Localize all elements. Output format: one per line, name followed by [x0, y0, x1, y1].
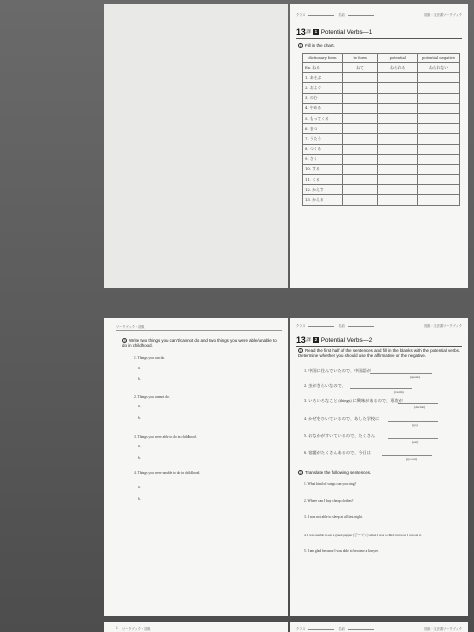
section-number: 1 — [314, 28, 318, 34]
negative-blank[interactable] — [418, 154, 460, 164]
item-label: 1. Things you can do. — [134, 356, 166, 360]
sentence-6: 6. 宿題がたくさんあるので、今日は — [304, 450, 371, 455]
worksheet-page-potential-verbs-2 — [290, 318, 468, 616]
answer-blank-5[interactable] — [388, 438, 438, 439]
negative-blank[interactable] — [418, 113, 460, 123]
verb-cell: 13. かえる — [303, 195, 343, 205]
chart-row — [303, 134, 460, 144]
header-rule — [116, 330, 282, 331]
workbook-label: 初級・文法書ワークブック — [423, 627, 462, 631]
negative-blank[interactable] — [418, 185, 460, 195]
lesson-number: 13 — [296, 335, 306, 345]
potential-blank[interactable] — [378, 175, 418, 185]
sentence-3: 3. いろいろなこと (things) に興味があるので、専攻が — [304, 398, 403, 403]
class-blank — [308, 324, 334, 327]
sentence-5: 5. おなかがすいているので、たくさん — [304, 433, 376, 438]
potential-blank[interactable] — [378, 73, 418, 83]
page-header-left: ワークブック・初級 — [122, 627, 151, 631]
te-blank[interactable] — [342, 195, 378, 205]
sentence-1: 1. 中国に住んでいたので、中国語が — [304, 368, 371, 373]
verb-cell: 1. あそぶ — [303, 73, 343, 83]
te-blank[interactable] — [342, 73, 378, 83]
chart-row — [303, 113, 460, 123]
sentence-2: 2. 虫がきらいなので、 — [304, 383, 346, 388]
answer-blank-2[interactable] — [350, 388, 412, 389]
chart-row — [303, 175, 460, 185]
verb-cell: 11. くる — [303, 175, 343, 185]
hint-2: (swim) — [394, 390, 404, 394]
verb-cell: 5. もってくる — [303, 113, 343, 123]
item-label: 4. Things you were unable to do in childhood. — [134, 471, 201, 475]
answer-a: a. — [138, 366, 141, 370]
worksheet-page-bottom-left — [104, 622, 288, 632]
chart-row — [303, 164, 460, 174]
te-blank[interactable] — [342, 134, 378, 144]
instruction — [298, 43, 335, 48]
instruction-number: 1 — [299, 349, 302, 354]
hint-6: (go out) — [406, 457, 417, 461]
hint-3: (decide) — [414, 405, 426, 409]
lesson-number: 13 — [296, 27, 306, 37]
answer-blank-3[interactable] — [398, 403, 438, 404]
chart-row — [303, 185, 460, 195]
verb-cell: 4. やめる — [303, 103, 343, 113]
worksheet-page-potential-verbs-1 — [290, 4, 468, 288]
col-te-form: te form — [342, 54, 378, 63]
translation-3: 3. I was not able to sleep at all last night. — [304, 515, 363, 519]
page-header — [296, 12, 377, 17]
section-title: Potential Verbs—2 — [320, 336, 373, 344]
te-blank[interactable] — [342, 175, 378, 185]
potential-blank[interactable] — [378, 195, 418, 205]
negative-blank[interactable] — [418, 144, 460, 154]
page-header-left: ワークブック・初級 — [116, 325, 145, 329]
potential-blank[interactable] — [378, 103, 418, 113]
potential-blank[interactable] — [378, 185, 418, 195]
title-rule — [296, 346, 462, 347]
class-blank — [308, 627, 334, 630]
potential-blank[interactable] — [378, 83, 418, 93]
instruction — [122, 338, 282, 349]
chart-row — [303, 144, 460, 154]
negative-blank[interactable] — [418, 93, 460, 103]
verb-cell: 3. のむ — [303, 93, 343, 103]
col-dictionary-form: dictionary form — [303, 54, 343, 63]
class-label: クラス — [296, 13, 306, 17]
example-negative: ねられない — [418, 63, 460, 73]
translation-1: 1. What kind of songs can you sing? — [304, 482, 357, 486]
instruction-text: Write two things you can't/cannot do and two things you were able/unable to do in childhood. — [122, 338, 277, 349]
potential-blank[interactable] — [378, 154, 418, 164]
te-blank[interactable] — [342, 124, 378, 134]
section-title: Potential Verbs—1 — [320, 28, 373, 36]
blank-left-page-top — [104, 4, 288, 288]
title-rule — [296, 38, 462, 39]
te-blank[interactable] — [342, 185, 378, 195]
instruction-text: Fill in the chart. — [305, 43, 335, 48]
sentence-4: 4. かぜをひいているので、あした学校に — [304, 416, 380, 421]
lesson-title-bar — [296, 335, 372, 345]
lesson-ka: 課 — [306, 29, 311, 34]
verb-cell: 2. およぐ — [303, 83, 343, 93]
conjugation-chart — [302, 53, 460, 206]
potential-blank[interactable] — [378, 93, 418, 103]
example-label: Ex. — [305, 64, 312, 70]
te-blank[interactable] — [342, 154, 378, 164]
example-potential: ねられる — [378, 63, 418, 73]
verb-cell: 7. うたう — [303, 134, 343, 144]
answer-b: b. — [138, 497, 141, 501]
answer-a: a. — [138, 444, 141, 448]
answer-a: a. — [138, 485, 141, 489]
instruction-text: Read the first half of the sentences and fill in the blanks with the potential verbs. Determine whether you should use the affirmative or the negative. — [298, 348, 460, 359]
te-blank[interactable] — [342, 103, 378, 113]
translation-4: 4. I was unable to eat a green pepper (ピーマン) when I was a child, but now I can eat it. — [304, 533, 422, 537]
class-label: クラス — [296, 324, 306, 328]
chart-example-row — [303, 63, 460, 73]
workbook-label: 初級・文法書ワークブック — [423, 13, 462, 17]
verb-cell: 12. かえす — [303, 185, 343, 195]
translation-2: 2. Where can I buy cheap clothes? — [304, 499, 354, 503]
te-blank[interactable] — [342, 113, 378, 123]
instruction-2 — [298, 470, 371, 475]
chart-row — [303, 195, 460, 205]
chart-header-row — [303, 54, 460, 63]
chart-row — [303, 124, 460, 134]
instruction-2-text: Translate the following sentences. — [305, 470, 372, 475]
hint-5: (eat) — [412, 440, 419, 444]
item-label: 3. Things you were able to do in childhood. — [134, 435, 197, 439]
chart-row — [303, 154, 460, 164]
col-potential: potential — [378, 54, 418, 63]
workbook-label: 初級・文法書ワークブック — [423, 324, 462, 328]
negative-blank[interactable] — [418, 73, 460, 83]
answer-blank-1[interactable] — [370, 373, 432, 374]
answer-a: a. — [138, 404, 141, 408]
chart-row — [303, 83, 460, 93]
negative-blank[interactable] — [418, 83, 460, 93]
name-blank — [348, 13, 374, 16]
chart-row — [303, 93, 460, 103]
worksheet-page-bottom-right — [290, 622, 468, 632]
potential-blank[interactable] — [378, 144, 418, 154]
name-blank — [348, 324, 374, 327]
class-label: クラス — [296, 627, 306, 631]
col-potential-negative: potential negative — [418, 54, 460, 63]
negative-blank[interactable] — [418, 175, 460, 185]
example-dict — [303, 63, 343, 73]
answer-blank-6[interactable] — [382, 455, 432, 456]
potential-blank[interactable] — [378, 113, 418, 123]
negative-blank[interactable] — [418, 164, 460, 174]
te-blank[interactable] — [342, 164, 378, 174]
example-te: ねて — [342, 63, 378, 73]
answer-b: b. — [138, 377, 141, 381]
negative-blank[interactable] — [418, 103, 460, 113]
te-blank[interactable] — [342, 144, 378, 154]
verb-cell: 10. する — [303, 164, 343, 174]
answer-blank-4[interactable] — [388, 421, 438, 422]
te-blank[interactable] — [342, 83, 378, 93]
negative-blank[interactable] — [418, 124, 460, 134]
verb-cell: 6. まつ — [303, 124, 343, 134]
verb-cell: 9. さく — [303, 154, 343, 164]
section-number: 2 — [314, 336, 318, 342]
negative-blank[interactable] — [418, 134, 460, 144]
lesson-ka: 課 — [306, 337, 311, 342]
potential-blank[interactable] — [378, 124, 418, 134]
page-header — [296, 323, 377, 328]
example-dict-text: ねる — [312, 64, 320, 70]
name-blank — [348, 627, 374, 630]
name-label: 名前 — [338, 324, 345, 328]
chart-row — [303, 103, 460, 113]
potential-blank[interactable] — [378, 134, 418, 144]
te-blank[interactable] — [342, 93, 378, 103]
chart-row — [303, 73, 460, 83]
worksheet-page-practice-3 — [104, 318, 288, 616]
instruction — [298, 348, 462, 359]
lesson-title-bar — [296, 27, 372, 37]
name-label: 名前 — [338, 627, 345, 631]
hint-4: (go) — [412, 423, 418, 427]
translation-5: 5. I am glad because I was able to become a lawyer. — [304, 549, 379, 553]
instruction-number: 3 — [123, 339, 126, 344]
instruction-2-number: 2 — [299, 471, 302, 476]
name-label: 名前 — [338, 13, 345, 17]
page-number: 1 — [116, 626, 118, 630]
instruction-number: 1 — [299, 44, 302, 49]
negative-blank[interactable] — [418, 195, 460, 205]
answer-b: b. — [138, 456, 141, 460]
hint-1: (speak) — [410, 375, 420, 379]
potential-blank[interactable] — [378, 164, 418, 174]
verb-cell: 8. つくる — [303, 144, 343, 154]
class-blank — [308, 13, 334, 16]
page-header — [296, 626, 377, 631]
answer-b: b. — [138, 416, 141, 420]
item-label: 2. Things you cannot do. — [134, 395, 170, 399]
